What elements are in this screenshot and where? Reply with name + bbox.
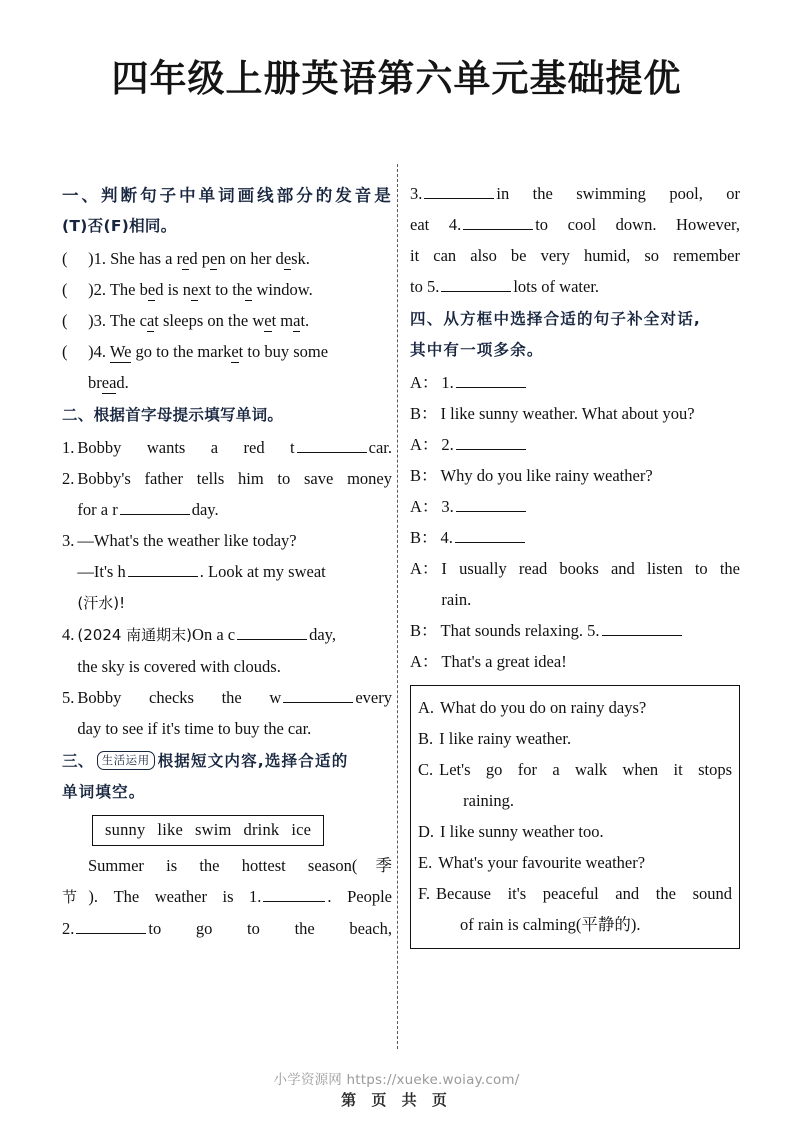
passage-line-6: it can also be very humid, so remember xyxy=(410,246,740,265)
fill-blank[interactable] xyxy=(263,886,325,902)
q-number: 5. xyxy=(62,688,75,707)
q-line: —It's h . Look at my sweat xyxy=(77,562,326,581)
word-bank-item[interactable]: sunny xyxy=(105,820,146,839)
option-text-cont: of rain is calming(平静的). xyxy=(459,915,641,934)
underlined-letter: e xyxy=(210,249,218,268)
option-a[interactable] xyxy=(418,692,732,723)
word-bank-item[interactable]: ice xyxy=(291,820,312,839)
speaker-label: A： xyxy=(410,373,439,392)
dialogue-text: 3. xyxy=(441,497,454,516)
item-number: 4. xyxy=(93,342,106,361)
speaker-label: B： xyxy=(410,404,438,423)
fill-blank[interactable] xyxy=(602,620,682,636)
left-column xyxy=(62,178,392,944)
option-letter: A. xyxy=(418,698,435,717)
section-three-prefix: 三、 xyxy=(62,752,94,770)
column-divider xyxy=(397,164,398,1049)
section-one-heading-line2: (T)否(F)相同。 xyxy=(62,217,177,235)
fill-blank[interactable] xyxy=(237,624,307,640)
item-text: She has a red pen on her desk. xyxy=(110,249,310,268)
section-three-heading xyxy=(62,746,392,808)
answer-paren-4[interactable]: ( ) xyxy=(62,342,94,361)
dialogue-text: I like sunny weather. What about you? xyxy=(440,404,695,423)
section-four-heading xyxy=(410,304,740,366)
dialogue-text-cont: rain. xyxy=(441,590,472,609)
fill-blank[interactable] xyxy=(455,527,525,543)
underlined-letter: a xyxy=(146,311,155,330)
q-number: 1. xyxy=(62,438,75,457)
dialogue-line-8 xyxy=(410,615,740,646)
item-text: The bed is next to the window. xyxy=(109,280,313,299)
section-one-item-4 xyxy=(62,336,392,367)
dialogue-text: 2. xyxy=(441,435,454,454)
option-text: What do you do on rainy days? xyxy=(440,698,647,717)
dialogue-line-4 xyxy=(410,460,740,491)
option-letter: C. xyxy=(418,760,434,779)
passage-line-3: 2. to go to the beach, xyxy=(62,919,392,938)
q-line: —What's the weather like today? xyxy=(77,531,297,550)
site-watermark: 小学资源网 https://xueke.woiay.com/ xyxy=(273,1072,520,1088)
fill-blank[interactable] xyxy=(456,496,526,512)
q-line: Bobby's father tells him to save money xyxy=(77,469,392,488)
q-line: for a r day. xyxy=(77,500,219,519)
page-title: 四年级上册英语第六单元基础提优 xyxy=(111,57,682,100)
q-line: Bobby checks the w every xyxy=(77,688,392,707)
option-text: Let's go for a walk when it stops xyxy=(439,760,732,779)
option-e[interactable] xyxy=(418,847,732,878)
section-one-item-1 xyxy=(62,243,392,274)
fill-blank[interactable] xyxy=(120,499,190,515)
item-text: The cat sleeps on the wet mat. xyxy=(109,311,310,330)
option-text: I like sunny weather too. xyxy=(440,822,604,841)
dialogue-text: That sounds relaxing. 5. xyxy=(440,621,600,640)
fill-blank[interactable] xyxy=(456,372,526,388)
section-one-item-4-cont: bread. xyxy=(88,373,129,392)
life-application-chip: 生活运用 xyxy=(97,751,155,770)
section-four-heading-line2: 其中有一项多余。 xyxy=(410,341,544,359)
option-letter: D. xyxy=(418,822,435,841)
speaker-label: B： xyxy=(410,621,438,640)
dialogue-line-3 xyxy=(410,429,740,460)
fill-blank[interactable] xyxy=(456,434,526,450)
item-number: 1. xyxy=(93,249,106,268)
section-three-heading-line2: 单词填空。 xyxy=(62,783,146,801)
option-d[interactable] xyxy=(418,816,732,847)
option-letter: E. xyxy=(418,853,433,872)
passage-line-7: to 5. lots of water. xyxy=(410,277,600,296)
q-number: 3. xyxy=(62,531,75,550)
passage-line-4: 3. in the swimming pool, or xyxy=(410,184,740,203)
speaker-label: A： xyxy=(410,497,439,516)
underlined-letter: e xyxy=(182,249,190,268)
item-text: We go to the market to buy some xyxy=(109,342,329,361)
underlined-letter: ea xyxy=(101,373,117,392)
underlined-letter: e xyxy=(283,249,292,268)
underlined-letter: e xyxy=(147,280,156,299)
section-one-item-3 xyxy=(62,305,392,336)
dialogue-line-7 xyxy=(410,553,740,615)
page-number-footer: 第 页 共 页 xyxy=(341,1091,452,1109)
q-number: 4. xyxy=(62,625,75,644)
dialogue-text: That's a great idea! xyxy=(441,652,567,671)
option-letter: F. xyxy=(418,884,430,903)
word-bank xyxy=(92,815,324,846)
section-one-heading-line1: 一、判断句子中单词画线部分的发音是 xyxy=(62,186,392,205)
fill-blank[interactable] xyxy=(463,214,533,230)
section-two-q1: 1. Bobby wants a red t car. xyxy=(62,432,392,463)
speaker-label: A： xyxy=(410,435,439,454)
option-text: What's your favourite weather? xyxy=(438,853,646,872)
dialogue-text: Why do you like rainy weather? xyxy=(440,466,653,485)
underlined-letter: a xyxy=(293,311,301,330)
speaker-label: B： xyxy=(410,466,438,485)
option-text: I like rainy weather. xyxy=(439,729,572,748)
option-text-cont: raining. xyxy=(463,791,515,810)
answer-options-box xyxy=(410,685,740,949)
answer-paren-2[interactable]: ( ) xyxy=(62,280,94,299)
dialogue-text: 4. xyxy=(440,528,453,547)
q-line: the sky is covered with clouds. xyxy=(77,657,281,676)
section-two-heading: 二、根据首字母提示填写单词。 xyxy=(62,406,284,424)
speaker-label: A： xyxy=(410,652,439,671)
fill-blank[interactable] xyxy=(424,183,494,199)
section-three-heading-text: 根据短文内容,选择合适的 xyxy=(157,752,349,770)
section-four-heading-line1: 四、从方框中选择合适的句子补全对话, xyxy=(410,310,701,328)
worksheet-body xyxy=(0,178,793,1058)
item-number: 3. xyxy=(93,311,106,330)
option-c[interactable] xyxy=(418,754,732,816)
passage-line-5: eat 4. to cool down. However, xyxy=(410,215,740,234)
answer-paren-3[interactable]: ( ) xyxy=(62,311,94,330)
item-number: 2. xyxy=(93,280,106,299)
fill-blank[interactable] xyxy=(441,276,511,292)
underlined-letter: e xyxy=(231,342,239,361)
speaker-label: B： xyxy=(410,528,438,547)
underlined-letter: e xyxy=(245,280,253,299)
fill-blank[interactable] xyxy=(297,437,367,453)
section-two-q4 xyxy=(62,619,392,682)
q-line: (2024 南通期末)On a c day, xyxy=(77,625,336,644)
word-bank-item[interactable]: drink xyxy=(243,820,280,839)
dialogue-text: I usually read books and listen to the xyxy=(441,559,740,578)
dialogue-line-2 xyxy=(410,398,740,429)
section-two-q2 xyxy=(62,463,392,525)
fill-blank[interactable] xyxy=(76,918,146,934)
section-one-item-2 xyxy=(62,274,392,305)
option-f[interactable] xyxy=(418,878,732,940)
q-line: day to see if it's time to buy the car. xyxy=(77,719,312,738)
dialogue-line-9 xyxy=(410,646,740,677)
dialogue-line-1 xyxy=(410,367,740,398)
dialogue-line-6 xyxy=(410,522,740,553)
section-two-q5 xyxy=(62,682,392,744)
speaker-label: A： xyxy=(410,559,439,578)
fill-blank[interactable] xyxy=(283,687,353,703)
option-letter: B. xyxy=(418,729,434,748)
passage-line-2: 节). The weather is 1. . People xyxy=(62,887,392,906)
exam-source-tag: (2024 南通期末) xyxy=(77,626,193,644)
word-bank-item[interactable]: like xyxy=(157,820,183,839)
q-line: (汗水)! xyxy=(77,594,126,612)
option-text: Because it's peaceful and the sound xyxy=(435,884,732,903)
right-column xyxy=(410,178,740,949)
passage-line-1: Summer is the hottest season(季 xyxy=(88,856,392,875)
word-bank-item[interactable]: swim xyxy=(194,820,232,839)
section-one-heading xyxy=(62,180,392,242)
fill-blank[interactable] xyxy=(128,561,198,577)
option-b[interactable] xyxy=(418,723,732,754)
underlined-letter: e xyxy=(190,280,199,299)
q-number: 2. xyxy=(62,469,75,488)
underlined-letter: e xyxy=(264,311,272,330)
answer-paren-1[interactable]: ( ) xyxy=(62,249,94,268)
dialogue-line-5 xyxy=(410,491,740,522)
section-two-q3 xyxy=(62,525,392,619)
dialogue-text: 1. xyxy=(441,373,454,392)
underlined-letter-w: We xyxy=(109,342,132,361)
